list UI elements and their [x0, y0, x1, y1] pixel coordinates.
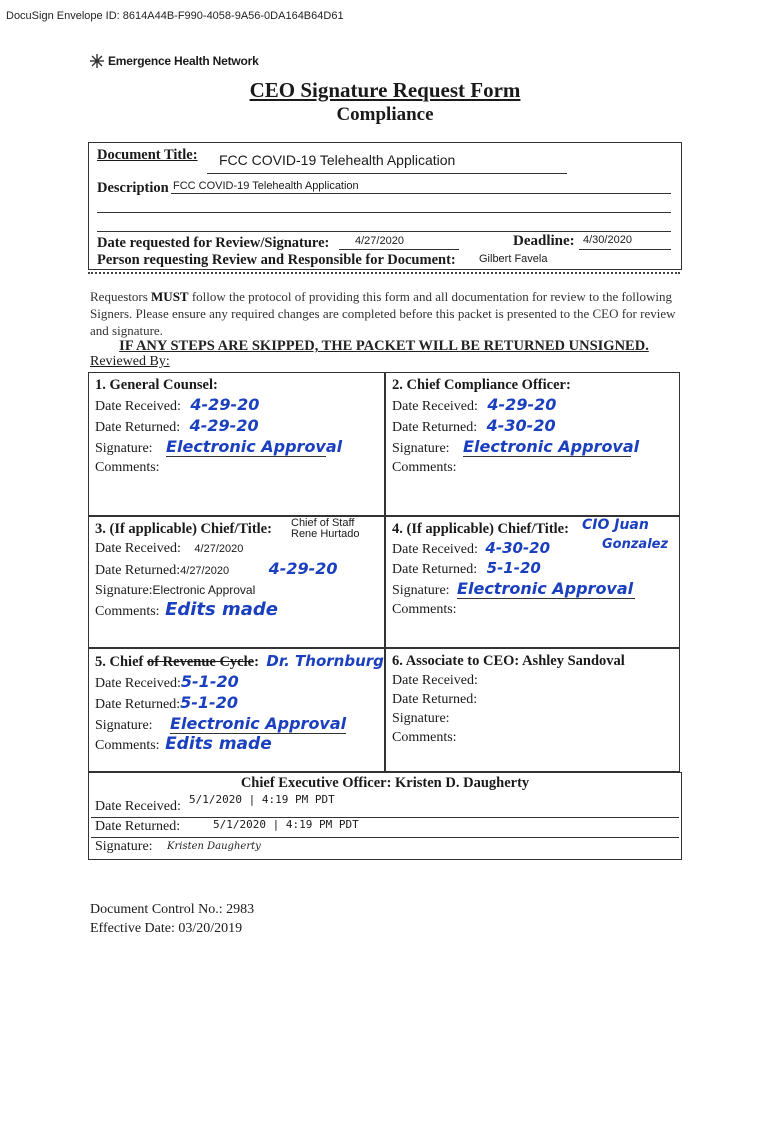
description-label: Description — [97, 180, 169, 196]
chief-name-value: Gonzalez — [602, 537, 669, 552]
date-returned-label: Date Returned: — [392, 420, 478, 435]
ceo-signature-label: Signature: — [95, 839, 153, 854]
date-received-label: Date Received: — [392, 399, 478, 414]
effective-date: Effective Date: 03/20/2019 — [90, 921, 243, 936]
comments-label: Comments: — [392, 460, 457, 475]
date-received-value: 4-30-20 — [485, 539, 551, 557]
document-title-label: Document Title: — [97, 147, 198, 163]
instructions-text: follow the protocol of providing this form and all documentation for review to the following Signers. Please ensure any required changes are completed before this packet is presented to the CEO for review and signature. — [90, 289, 676, 338]
date-received-label: Date Received: — [392, 673, 478, 688]
form-title: CEO Signature Request Form — [249, 78, 521, 102]
form-subtitle: Compliance — [336, 104, 434, 125]
comments-label: Comments: — [95, 738, 160, 753]
instructions-requestors: Requestors — [90, 289, 148, 304]
reviewer-heading: 6. Associate to CEO: Ashley Sandoval — [392, 653, 625, 669]
date-received-value: 4-29-20 — [190, 395, 260, 414]
signature-label: Signature: — [95, 583, 153, 598]
date-returned-label: Date Returned: — [95, 563, 181, 578]
reviewer-heading-prefix: 5. Chief — [95, 654, 147, 670]
organization-logo — [90, 54, 259, 68]
ceo-heading: Chief Executive Officer: Kristen D. Daugherty — [240, 775, 530, 791]
date-requested-label: Date requested for Review/Signature: — [97, 235, 330, 251]
ceo-date-returned-label: Date Returned: — [95, 819, 181, 834]
person-label: Person requesting Review and Responsible for Document: — [97, 252, 456, 268]
deadline-label: Deadline: — [513, 233, 575, 249]
ceo-box — [88, 772, 682, 860]
document-title-value: FCC COVID-19 Telehealth Application — [219, 152, 456, 168]
organization-name: Emergence Health Network — [108, 54, 259, 68]
date-received-value: 4/27/2020 — [194, 543, 244, 555]
reviewer-chief-revenue-cycle — [88, 648, 385, 772]
skip-warning: IF ANY STEPS ARE SKIPPED, THE PACKET WILL BE RETURNED UNSIGNED. — [119, 338, 649, 354]
signature-value: Electronic Approval — [457, 579, 634, 598]
chief-title-value: Chief of Staff — [291, 517, 355, 529]
document-control-number: Document Control No.: 2983 — [90, 902, 255, 917]
date-returned-label: Date Returned: — [95, 697, 181, 712]
comments-label: Comments: — [392, 730, 457, 745]
reviewer-heading: 1. General Counsel: — [95, 377, 218, 393]
instructions-paragraph — [90, 288, 686, 339]
person-value: Gilbert Favela — [479, 253, 548, 265]
reviewer-grid — [88, 372, 680, 1138]
comments-value: Edits made — [165, 599, 278, 620]
date-returned-value: 4/27/2020 — [180, 565, 230, 577]
date-received-label: Date Received: — [95, 676, 181, 691]
signature-label: Signature: — [95, 441, 153, 456]
reviewer-heading-colon: : — [254, 654, 259, 670]
date-returned-value: 4-29-20 — [189, 416, 259, 435]
signature-label: Signature: — [392, 583, 450, 598]
instructions-must: MUST — [151, 289, 189, 304]
ceo-date-returned-value: 5/1/2020 | 4:19 PM PDT — [213, 818, 359, 831]
reviewer-chief-compliance-officer — [385, 372, 680, 516]
document-footer — [90, 900, 254, 938]
reviewer-heading: 4. (If applicable) Chief/Title: — [392, 521, 569, 537]
ceo-signature-value: Kristen Daugherty — [167, 841, 261, 852]
date-returned-value: 4-30-20 — [486, 416, 556, 435]
signature-label: Signature: — [95, 718, 153, 733]
signature-label: Signature: — [392, 441, 450, 456]
date-returned-label: Date Returned: — [392, 562, 478, 577]
comments-label: Comments: — [95, 604, 160, 619]
date-returned-label: Date Returned: — [95, 420, 181, 435]
comments-label: Comments: — [392, 602, 457, 617]
reviewer-chief-of-staff — [88, 516, 385, 648]
reviewer-general-counsel — [88, 372, 385, 516]
signature-label: Signature: — [392, 711, 450, 726]
deadline-value: 4/30/2020 — [583, 234, 632, 246]
date-received-value: 4-29-20 — [487, 395, 557, 414]
reviewer-heading: 3. (If applicable) Chief/Title: — [95, 521, 272, 537]
signature-value: Electronic Approval — [152, 583, 256, 597]
logo-star-icon — [90, 54, 104, 68]
chief-name-value: Dr. Thornburg — [266, 652, 384, 670]
chief-name-value: Rene Hurtado — [291, 528, 360, 540]
chief-title-value: CIO Juan — [582, 517, 649, 533]
date-received-label: Date Received: — [95, 399, 181, 414]
date-returned-handwritten: 4-29-20 — [268, 559, 338, 578]
reviewer-heading: 2. Chief Compliance Officer: — [392, 377, 571, 393]
comments-value: Edits made — [165, 734, 272, 754]
description-value: FCC COVID-19 Telehealth Application — [173, 180, 359, 192]
envelope-id: DocuSign Envelope ID: 8614A44B-F990-4058-9A56-0DA164B64D61 — [6, 10, 344, 22]
date-returned-value: 5-1-20 — [180, 693, 238, 712]
date-received-label: Date Received: — [95, 541, 181, 556]
document-info-box — [88, 142, 682, 270]
signature-value: Electronic Approval — [170, 714, 347, 733]
date-returned-label: Date Returned: — [392, 692, 478, 707]
reviewed-by-label: Reviewed By: — [90, 354, 170, 369]
reviewer-cio — [385, 516, 680, 648]
dotted-divider — [88, 272, 680, 274]
reviewer-heading-struck: of Revenue Cycle — [146, 654, 255, 670]
ceo-date-received-label: Date Received: — [95, 799, 181, 814]
comments-label: Comments: — [95, 460, 160, 475]
date-received-value: 5-1-20 — [180, 672, 239, 691]
ceo-date-received-value: 5/1/2020 | 4:19 PM PDT — [189, 793, 335, 806]
date-received-label: Date Received: — [392, 542, 478, 557]
signature-value: Electronic Approval — [463, 437, 640, 456]
signature-value: Electronic Approval — [166, 437, 343, 456]
date-requested-value: 4/27/2020 — [355, 235, 404, 247]
date-returned-value: 5-1-20 — [486, 559, 541, 577]
reviewer-associate-to-ceo — [385, 648, 680, 772]
